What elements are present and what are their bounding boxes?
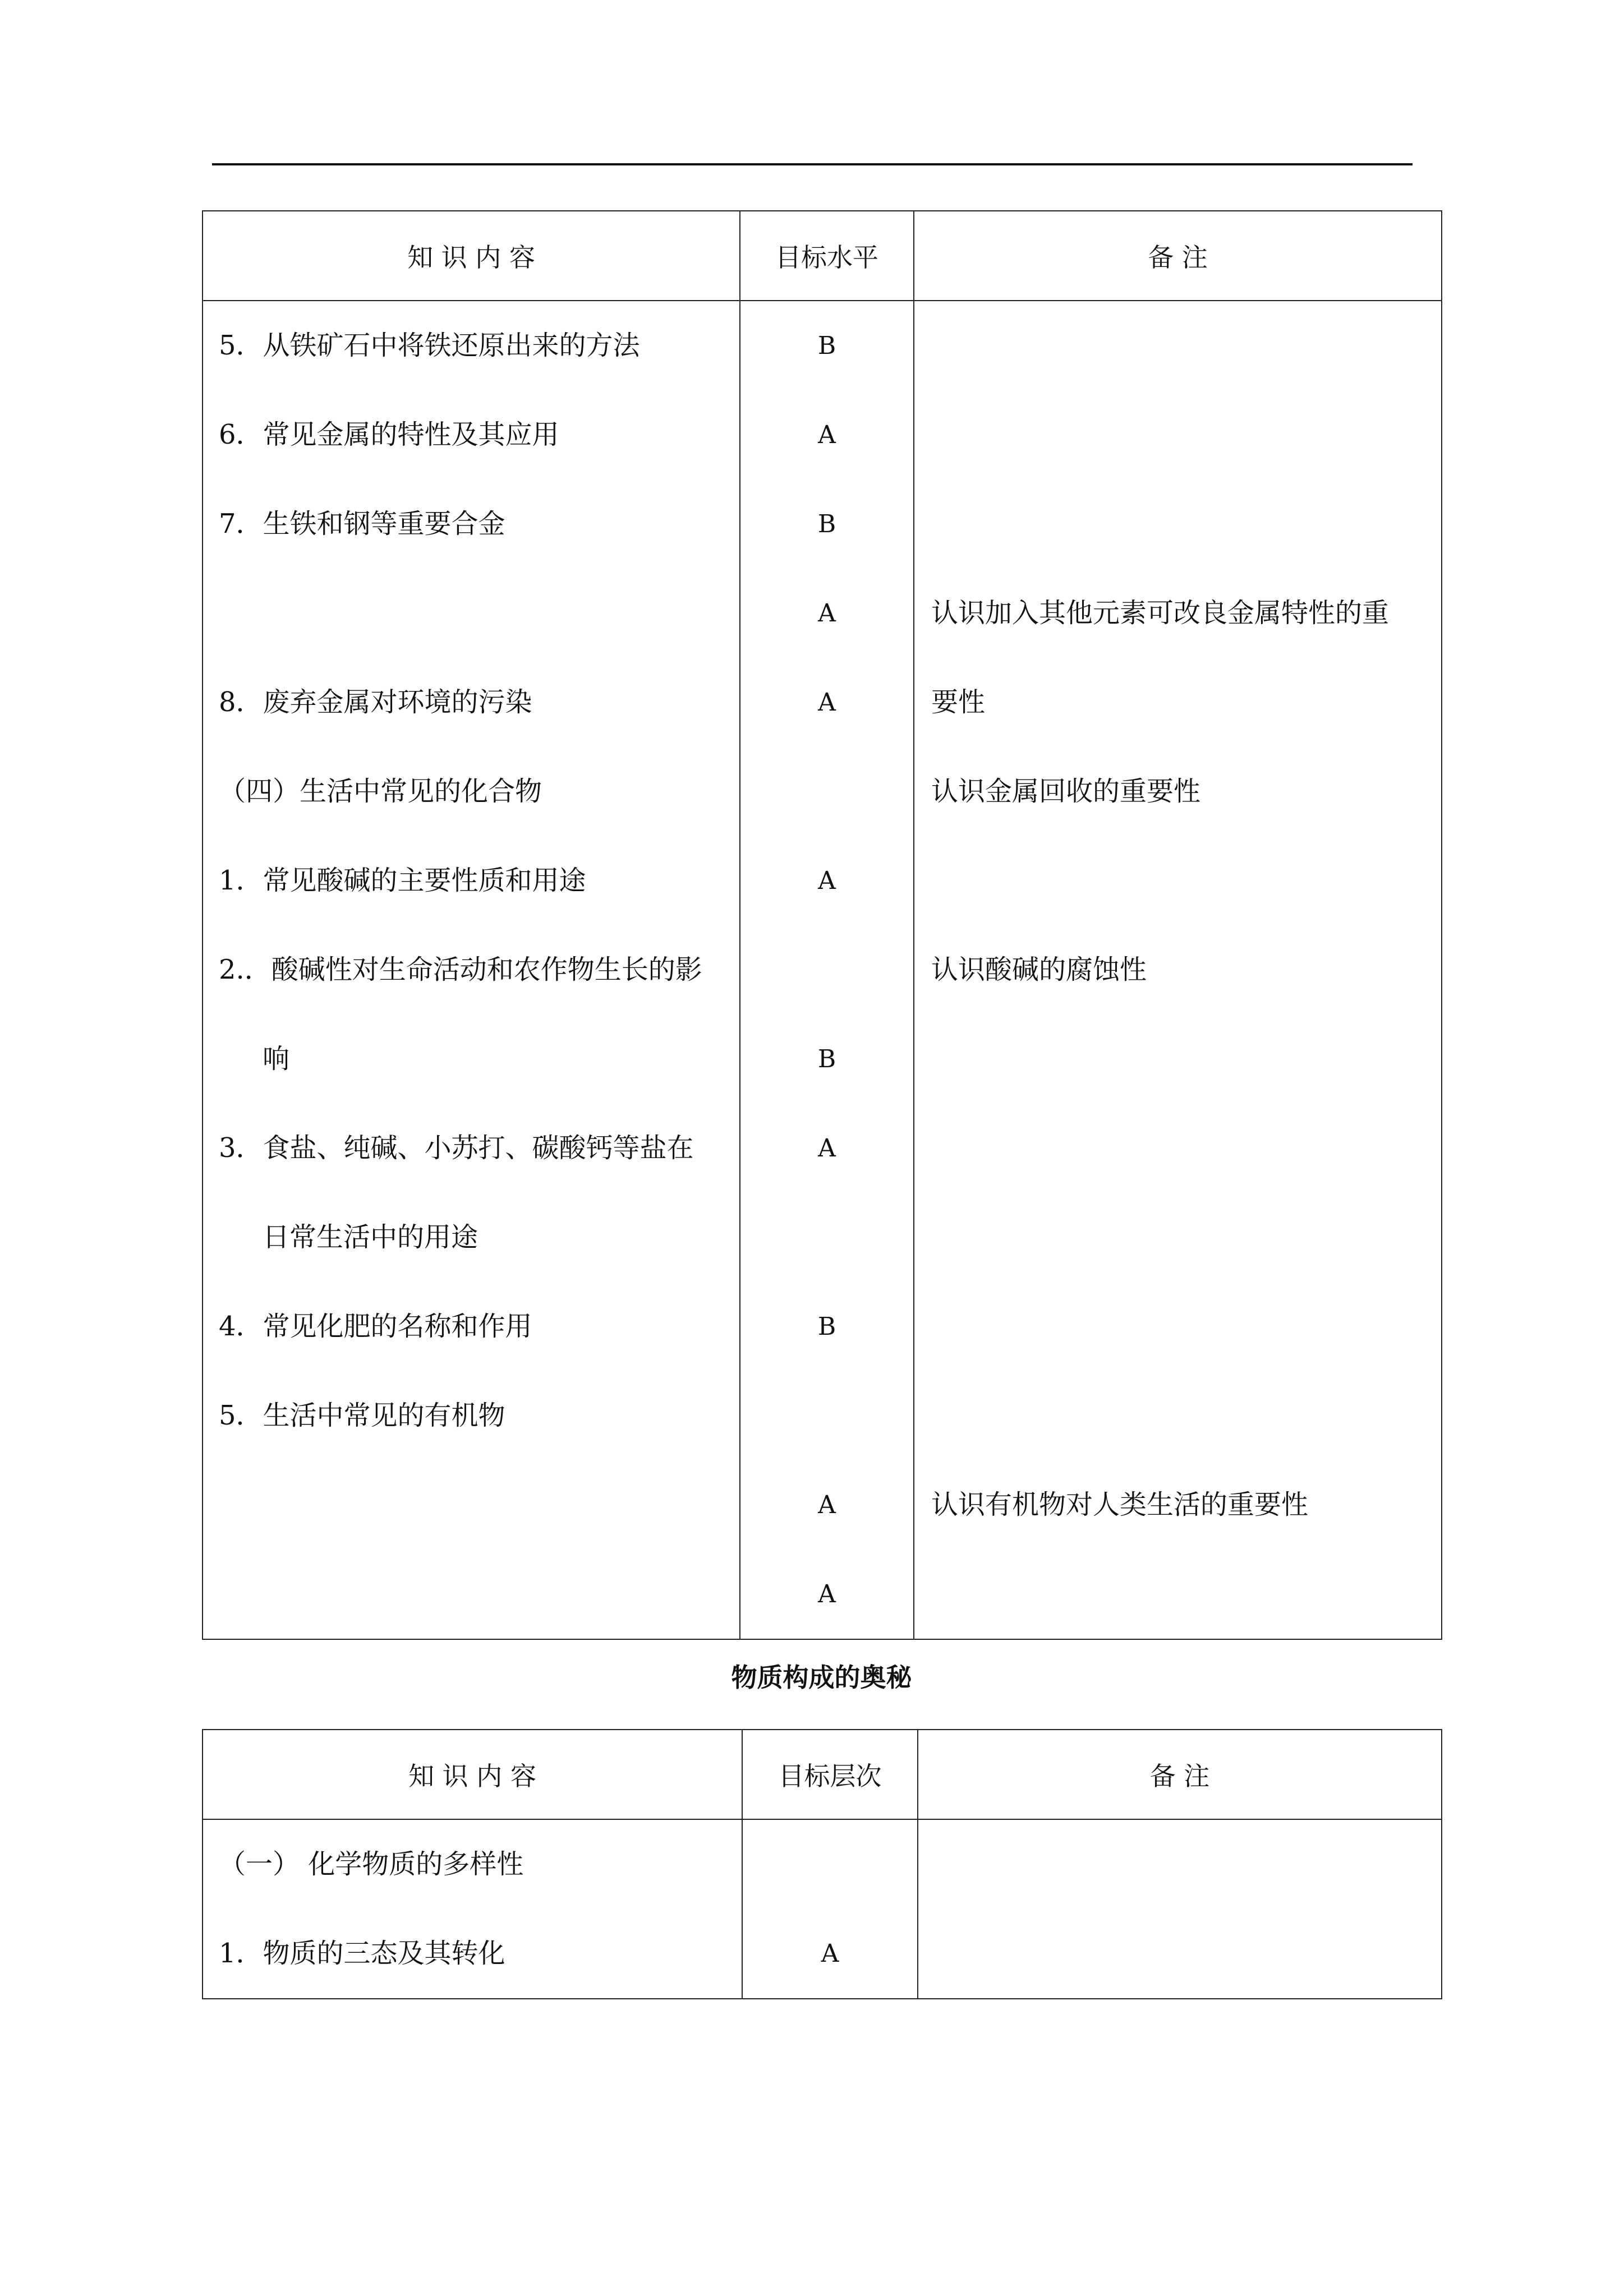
content-line: 5．生活中常见的有机物 — [219, 1400, 505, 1431]
note-line — [918, 1820, 1441, 1909]
table-header-row — [203, 211, 1442, 301]
content-line — [203, 1460, 739, 1550]
content-line — [203, 1550, 739, 1639]
note-line — [914, 836, 1441, 925]
level-line: A — [818, 421, 836, 449]
content-line: 1．物质的三态及其转化 — [219, 1938, 505, 1969]
note-line — [914, 1015, 1441, 1104]
standards-table-matter-structure — [202, 1729, 1442, 1999]
level-line: B — [817, 510, 836, 538]
content-column — [203, 301, 740, 1639]
content-line: 日常生活中的用途 — [263, 1221, 479, 1253]
level-line — [743, 1820, 917, 1909]
note-line: 认识酸碱的腐蚀性 — [931, 954, 1147, 985]
header-content: 知 识 内 容 — [203, 211, 740, 301]
note-line — [914, 301, 1441, 390]
level-line: A — [818, 866, 836, 895]
note-line: 要性 — [931, 686, 986, 718]
table-header-row — [203, 1730, 1442, 1819]
content-line: 1．常见酸碱的主要性质和用途 — [219, 865, 586, 896]
note-line — [914, 1371, 1441, 1460]
header-rule — [212, 163, 1413, 165]
content-column — [203, 1819, 742, 1999]
note-line — [914, 390, 1441, 480]
header-content: 知 识 内 容 — [203, 1730, 742, 1819]
content-line: 5．从铁矿石中将铁还原出来的方法 — [219, 330, 640, 361]
level-column — [740, 301, 914, 1639]
level-line: A — [818, 599, 836, 628]
level-line — [740, 747, 913, 836]
content-line: （一） 化学物质的多样性 — [219, 1848, 524, 1880]
content-line: 4．常见化肥的名称和作用 — [219, 1311, 532, 1342]
note-line — [914, 1104, 1441, 1193]
note-line — [918, 1909, 1441, 1998]
content-line: 2.．酸碱性对生命活动和农作物生长的影 — [219, 954, 702, 985]
level-line: B — [817, 1312, 836, 1341]
content-line: （四）生活中常见的化合物 — [219, 776, 542, 807]
level-column — [742, 1819, 918, 1999]
content-line: 响 — [263, 1043, 290, 1075]
level-line: B — [817, 1045, 836, 1073]
content-line — [203, 569, 739, 658]
content-line: 3．食盐、纯碱、小苏打、碳酸钙等盐在 — [219, 1132, 694, 1164]
level-line — [740, 1371, 913, 1460]
level-line: A — [818, 1491, 836, 1519]
note-line — [914, 480, 1441, 569]
level-line: A — [821, 1939, 839, 1968]
table-body-row — [203, 1819, 1442, 1999]
note-line: 认识加入其他元素可改良金属特性的重 — [931, 597, 1390, 629]
content-line: 7．生铁和钢等重要合金 — [219, 508, 505, 540]
level-line — [740, 1193, 913, 1282]
level-line: B — [817, 331, 836, 360]
note-line — [914, 1193, 1441, 1282]
note-line — [914, 1282, 1441, 1371]
standards-table-metals-compounds — [202, 210, 1442, 1640]
section-title: 物质构成的奥秘 — [731, 1662, 912, 1693]
level-line: A — [818, 1134, 836, 1163]
header-level: 目标水平 — [740, 211, 914, 301]
header-notes: 备 注 — [914, 211, 1442, 301]
table-body-row — [203, 301, 1442, 1639]
notes-column — [918, 1819, 1442, 1999]
header-notes: 备 注 — [918, 1730, 1442, 1819]
note-line: 认识有机物对人类生活的重要性 — [931, 1489, 1309, 1520]
note-line: 认识金属回收的重要性 — [931, 776, 1201, 807]
level-line — [740, 925, 913, 1015]
level-line: A — [818, 1580, 836, 1608]
note-line — [914, 1550, 1441, 1639]
level-line: A — [818, 688, 836, 717]
header-level: 目标层次 — [742, 1730, 918, 1819]
notes-column — [914, 301, 1442, 1639]
content-line: 8．废弃金属对环境的污染 — [219, 686, 532, 718]
content-line: 6．常见金属的特性及其应用 — [219, 419, 559, 450]
